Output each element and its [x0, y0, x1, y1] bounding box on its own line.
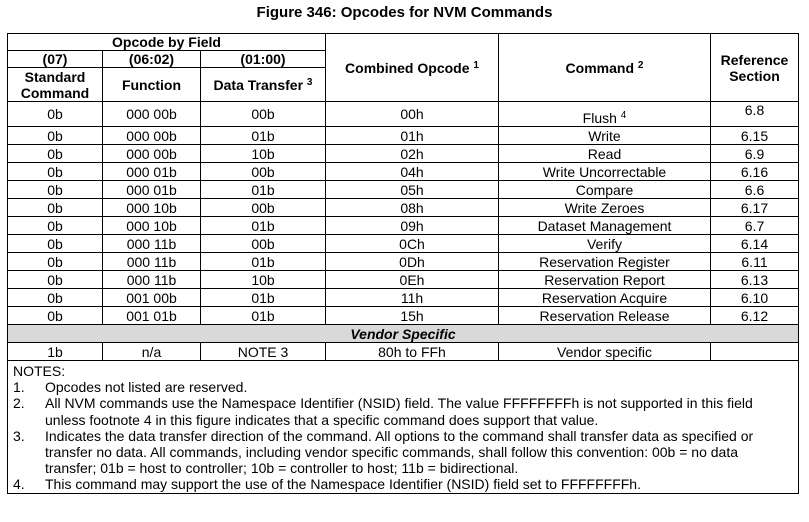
- cell-function: 000 11b: [103, 253, 201, 271]
- cell-combined-opcode: 09h: [326, 217, 499, 235]
- cell-standard-command: 0b: [8, 102, 103, 127]
- table-row: [8, 271, 799, 289]
- cell-standard-command: 0b: [8, 199, 103, 217]
- opcodes-table: [7, 33, 799, 494]
- cell-function: 000 00b: [103, 102, 201, 127]
- cell-function: 000 10b: [103, 217, 201, 235]
- command-header: [499, 34, 711, 102]
- cell-data-transfer: 00b: [201, 235, 326, 253]
- cell-standard-command: 0b: [8, 271, 103, 289]
- cell-standard-command: 0b: [8, 217, 103, 235]
- cell-command: Write: [499, 127, 711, 145]
- cell-data-transfer: 00b: [201, 199, 326, 217]
- table-row: [8, 289, 799, 307]
- bits-0602-header: (06:02): [103, 51, 201, 68]
- cell-data-transfer: 01b: [201, 253, 326, 271]
- cell-command: [499, 102, 711, 127]
- cell-reference-section: 6.10: [711, 289, 799, 307]
- cell-command: Reservation Acquire: [499, 289, 711, 307]
- opcode-by-field-header: Opcode by Field: [8, 34, 326, 51]
- command-footnote-ref: 4: [620, 110, 627, 121]
- cell-command: Write Uncorrectable: [499, 163, 711, 181]
- note-item: [13, 476, 793, 492]
- note-number: 2.: [13, 395, 25, 412]
- cell-data-transfer: NOTE 3: [201, 343, 326, 361]
- cell-combined-opcode: 80h to FFh: [326, 343, 499, 361]
- cell-standard-command: 0b: [8, 307, 103, 325]
- cell-command: Verify: [499, 235, 711, 253]
- vendor-specific-section-label: Vendor Specific: [8, 325, 799, 343]
- cell-reference-section: 6.9: [711, 145, 799, 163]
- cell-standard-command: 1b: [8, 343, 103, 361]
- notes-heading: NOTES:: [13, 363, 66, 379]
- cell-data-transfer: 00b: [201, 102, 326, 127]
- standard-command-header: Standard Command: [8, 68, 103, 102]
- table-row: [8, 102, 799, 127]
- command-footnote: 2: [637, 59, 644, 71]
- cell-reference-section: 6.12: [711, 307, 799, 325]
- figure-title: Figure 346: Opcodes for NVM Commands: [256, 4, 553, 21]
- table-row: [8, 181, 799, 199]
- notes-cell: [8, 361, 799, 494]
- cell-command: Write Zeroes: [499, 199, 711, 217]
- note-item: [13, 379, 793, 395]
- cell-combined-opcode: 02h: [326, 145, 499, 163]
- table-row: [8, 199, 799, 217]
- cell-combined-opcode: 0Dh: [326, 253, 499, 271]
- cell-function: 000 01b: [103, 181, 201, 199]
- header-row-top: [8, 34, 799, 51]
- cell-data-transfer: 00b: [201, 163, 326, 181]
- cell-standard-command: 0b: [8, 253, 103, 271]
- cell-reference-section: 6.16: [711, 163, 799, 181]
- cell-command: Reservation Release: [499, 307, 711, 325]
- note-text: Indicates the data transfer direction of the command. All options to the command shall transfer data as specified or transfer no data. All commands, including vendor specific commands, shall follow this convention: 00b = no data transfer; 01b = host to controller; 10b = controller to host; 11b = bidirectional.: [45, 427, 754, 477]
- cell-data-transfer: 01b: [201, 307, 326, 325]
- note-item: [13, 395, 793, 427]
- reference-section-header: Reference Section: [711, 34, 799, 102]
- cell-reference-section: [711, 343, 799, 361]
- cell-combined-opcode: 08h: [326, 199, 499, 217]
- note-number: 1.: [13, 379, 25, 396]
- cell-function: 000 00b: [103, 127, 201, 145]
- cell-reference-section: 6.14: [711, 235, 799, 253]
- bits-0100-header: (01:00): [201, 51, 326, 68]
- bits-07-header: (07): [8, 51, 103, 68]
- cell-reference-section: 6.15: [711, 127, 799, 145]
- combined-opcode-header: [326, 34, 499, 102]
- cell-function: 000 01b: [103, 163, 201, 181]
- cell-combined-opcode: 0Ch: [326, 235, 499, 253]
- table-row: [8, 235, 799, 253]
- cell-combined-opcode: 15h: [326, 307, 499, 325]
- cell-command: Reservation Register: [499, 253, 711, 271]
- combined-opcode-label: Combined Opcode: [345, 59, 470, 76]
- note-number: 3.: [13, 427, 25, 444]
- cell-reference-section: 6.17: [711, 199, 799, 217]
- cell-data-transfer: 10b: [201, 271, 326, 289]
- table-row: [8, 127, 799, 145]
- cell-standard-command: 0b: [8, 181, 103, 199]
- data-transfer-footnote: 3: [306, 76, 313, 88]
- data-transfer-label: Data Transfer: [213, 76, 304, 93]
- opcode-rows: [8, 102, 799, 325]
- cell-function: 001 00b: [103, 289, 201, 307]
- cell-reference-section: 6.11: [711, 253, 799, 271]
- cell-standard-command: 0b: [8, 163, 103, 181]
- cell-reference-section: 6.13: [711, 271, 799, 289]
- note-number: 4.: [13, 476, 25, 493]
- vendor-specific-row: [8, 343, 799, 361]
- combined-opcode-footnote: 1: [473, 59, 479, 71]
- cell-data-transfer: 01b: [201, 181, 326, 199]
- function-header: Function: [103, 68, 201, 102]
- cell-function: 000 10b: [103, 199, 201, 217]
- command-label: Command: [565, 59, 634, 76]
- cell-function: n/a: [103, 343, 201, 361]
- note-text: All NVM commands use the Namespace Identifier (NSID) field. The value FFFFFFFFh is not supported in this field unless footnote 4 in this figure indicates that a specific command does support that value.: [45, 395, 753, 428]
- table-row: [8, 145, 799, 163]
- cell-command: Compare: [499, 181, 711, 199]
- cell-command: Read: [499, 145, 711, 163]
- cell-combined-opcode: 11h: [326, 289, 499, 307]
- cell-data-transfer: 01b: [201, 127, 326, 145]
- cell-standard-command: 0b: [8, 127, 103, 145]
- cell-data-transfer: 10b: [201, 145, 326, 163]
- vendor-specific-section-row: [8, 325, 799, 343]
- notes-row: [8, 361, 799, 494]
- cell-combined-opcode: 05h: [326, 181, 499, 199]
- cell-standard-command: 0b: [8, 289, 103, 307]
- cell-combined-opcode: 00h: [326, 102, 499, 127]
- cell-function: 000 11b: [103, 235, 201, 253]
- cell-function: 000 11b: [103, 271, 201, 289]
- cell-reference-section: 6.8: [711, 102, 799, 127]
- cell-command: Vendor specific: [499, 343, 711, 361]
- cell-reference-section: 6.6: [711, 181, 799, 199]
- table-row: [8, 217, 799, 235]
- note-text: This command may support the use of the Namespace Identifier (NSID) field set to FFFFFFFFh.: [45, 476, 641, 493]
- command-name: Flush: [582, 110, 617, 126]
- table-row: [8, 253, 799, 271]
- cell-data-transfer: 01b: [201, 217, 326, 235]
- table-row: [8, 163, 799, 181]
- cell-command: Dataset Management: [499, 217, 711, 235]
- data-transfer-header: [201, 68, 326, 102]
- cell-function: 000 00b: [103, 145, 201, 163]
- note-text: Opcodes not listed are reserved.: [45, 379, 248, 396]
- cell-data-transfer: 01b: [201, 289, 326, 307]
- cell-combined-opcode: 01h: [326, 127, 499, 145]
- cell-combined-opcode: 0Eh: [326, 271, 499, 289]
- cell-standard-command: 0b: [8, 235, 103, 253]
- note-item: [13, 428, 793, 477]
- cell-standard-command: 0b: [8, 145, 103, 163]
- table-row: [8, 307, 799, 325]
- cell-function: 001 01b: [103, 307, 201, 325]
- cell-reference-section: 6.7: [711, 217, 799, 235]
- cell-command: Reservation Report: [499, 271, 711, 289]
- cell-combined-opcode: 04h: [326, 163, 499, 181]
